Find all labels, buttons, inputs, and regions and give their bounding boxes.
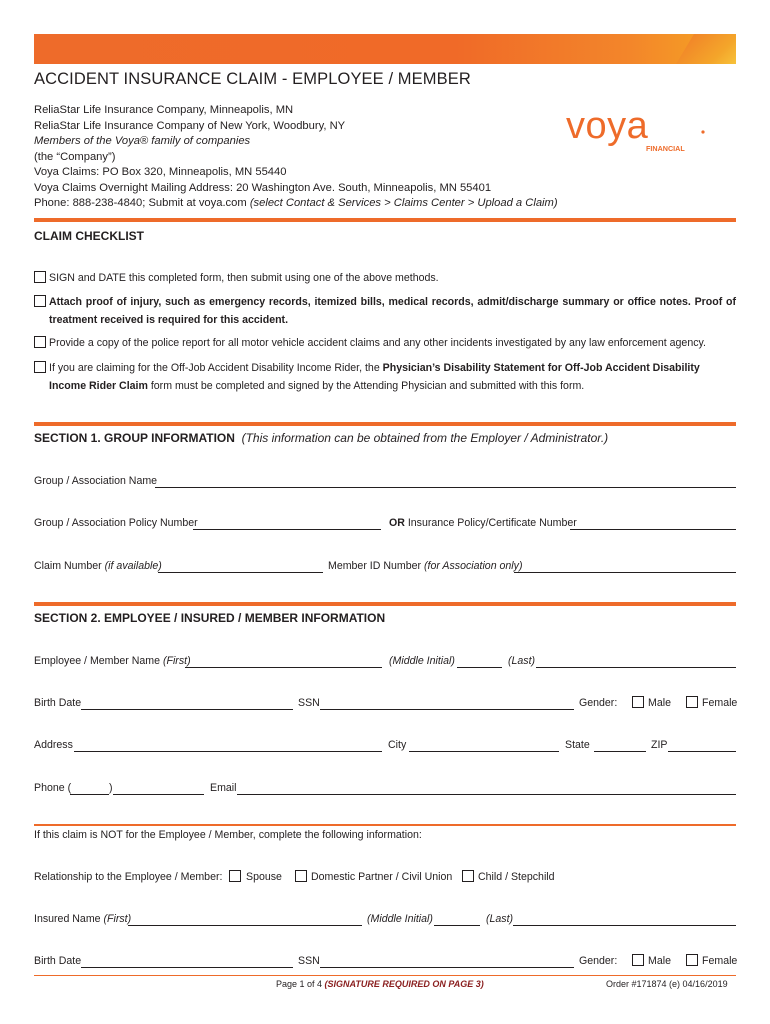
checkbox[interactable] bbox=[34, 336, 46, 348]
policy-number-field[interactable] bbox=[193, 529, 381, 530]
first-name-field[interactable] bbox=[185, 667, 382, 668]
female-checkbox[interactable] bbox=[686, 696, 698, 708]
checklist-item-4-text-a: If you are claiming for the Off-Job Accident Disability Income Rider, the bbox=[49, 362, 383, 374]
insured-ssn-field[interactable] bbox=[320, 967, 574, 968]
area-code-field[interactable] bbox=[70, 794, 109, 795]
form-title: ACCIDENT INSURANCE CLAIM - EMPLOYEE / MEMBER bbox=[34, 70, 471, 88]
member-id-label bbox=[328, 560, 523, 572]
divider bbox=[34, 422, 736, 426]
order-number: Order #171874 (e) 04/16/2019 bbox=[606, 979, 728, 989]
city-label: City bbox=[388, 739, 407, 751]
checkbox[interactable] bbox=[34, 361, 46, 373]
divider bbox=[34, 975, 736, 976]
voya-logo bbox=[566, 106, 706, 156]
group-name-field[interactable] bbox=[155, 487, 736, 488]
insured-birth-date-field[interactable] bbox=[81, 967, 293, 968]
claims-address: Voya Claims: PO Box 320, Minneapolis, MN 55440 bbox=[34, 166, 287, 178]
checklist-item-2-text: Attach proof of injury, such as emergency records, itemized bills, medical records, admit/discharge summary or office notes. Proof of treatment received is required for this accident. bbox=[49, 296, 736, 326]
ssn-field[interactable] bbox=[320, 709, 574, 710]
checklist-item-4 bbox=[34, 359, 736, 395]
spouse-label: Spouse bbox=[246, 871, 282, 883]
checklist-item-1 bbox=[34, 269, 736, 287]
insured-female-label: Female bbox=[702, 955, 738, 967]
family-line-text: Members of the Voya® family of companies bbox=[34, 135, 251, 147]
insured-gender-label: Gender: bbox=[579, 955, 618, 967]
checklist-item-4-text-b: Physician’s Disability Statement for Off-Job Accident Disability Income Rider Claim bbox=[49, 362, 700, 392]
or-label bbox=[389, 517, 577, 529]
insured-ssn-label: SSN bbox=[298, 955, 320, 967]
birth-date-field[interactable] bbox=[81, 709, 293, 710]
state-label: State bbox=[565, 739, 590, 751]
policy-number-label: Group / Association Policy Number bbox=[34, 517, 198, 529]
checkbox[interactable] bbox=[34, 295, 46, 307]
male-checkbox[interactable] bbox=[632, 696, 644, 708]
birth-date-label: Birth Date bbox=[34, 697, 82, 709]
insured-female-checkbox[interactable] bbox=[686, 954, 698, 966]
phone-line-text: Phone: 888-238-4840; Submit at voya.com bbox=[34, 197, 250, 209]
middle2-note: (Middle Initial) bbox=[367, 913, 433, 925]
checklist-item-3 bbox=[34, 334, 736, 352]
insured-first-name-field[interactable] bbox=[128, 925, 362, 926]
email-label: Email bbox=[210, 782, 237, 794]
insured-male-label: Male bbox=[648, 955, 671, 967]
member-id-note: (for Association only) bbox=[423, 560, 523, 572]
address-label: Address bbox=[34, 739, 73, 751]
group-name-label: Group / Association Name bbox=[34, 475, 158, 487]
address-field[interactable] bbox=[74, 751, 382, 752]
checklist-item-3-text: Provide a copy of the police report for all motor vehicle accident claims and any other incidents investigated by any law enforcement agency. bbox=[49, 337, 706, 349]
checklist-item-2 bbox=[34, 293, 736, 329]
section-2-heading: SECTION 2. EMPLOYEE / INSURED / MEMBER INFORMATION bbox=[34, 611, 386, 625]
checklist-item-1-text: SIGN and DATE this completed form, then submit using one of the above methods. bbox=[49, 272, 439, 284]
phone-close-paren: ) bbox=[109, 782, 113, 794]
insured-name-text: Insured Name bbox=[34, 913, 101, 925]
ssn-label: SSN bbox=[298, 697, 320, 709]
checkbox[interactable] bbox=[34, 271, 46, 283]
spouse-checkbox[interactable] bbox=[229, 870, 241, 882]
last-name-label bbox=[508, 655, 535, 667]
last2-note: (Last) bbox=[486, 913, 514, 925]
middle-initial-field[interactable] bbox=[457, 667, 502, 668]
zip-label: ZIP bbox=[651, 739, 668, 751]
logo-word: voya bbox=[566, 106, 649, 147]
email-field[interactable] bbox=[237, 794, 736, 795]
not-employee-note: If this claim is NOT for the Employee / Member, complete the following information: bbox=[34, 829, 422, 841]
divider bbox=[34, 824, 736, 826]
insured-name-label bbox=[34, 913, 131, 925]
insured-last-label bbox=[486, 913, 513, 925]
company-line-2: ReliaStar Life Insurance Company of New York, Woodbury, NY bbox=[34, 119, 346, 132]
or-text: OR bbox=[389, 517, 405, 529]
submit-instructions: (select Contact & Services > Claims Center > Upload a Claim) bbox=[249, 197, 558, 209]
insured-birth-date-label: Birth Date bbox=[34, 955, 82, 967]
child-checkbox[interactable] bbox=[462, 870, 474, 882]
domestic-partner-label: Domestic Partner / Civil Union bbox=[311, 871, 453, 883]
claim-number-note: (if available) bbox=[104, 560, 162, 572]
checklist-heading: CLAIM CHECKLIST bbox=[34, 229, 144, 243]
phone-line bbox=[34, 196, 558, 212]
middle-note: (Middle Initial) bbox=[389, 655, 455, 667]
last-note: (Last) bbox=[508, 655, 536, 667]
family-line bbox=[34, 134, 250, 150]
certificate-number-field[interactable] bbox=[570, 529, 736, 530]
header-banner bbox=[34, 34, 736, 64]
state-field[interactable] bbox=[594, 751, 646, 752]
zip-field[interactable] bbox=[668, 751, 736, 752]
divider bbox=[34, 602, 736, 606]
female-label: Female bbox=[702, 697, 738, 709]
page-footer bbox=[276, 979, 484, 989]
claim-number-label bbox=[34, 560, 162, 572]
employee-name-text: Employee / Member Name bbox=[34, 655, 160, 667]
claim-number-text: Claim Number bbox=[34, 560, 102, 572]
checklist-item-4-text-c: form must be completed and signed by the Attending Physician and submitted with this form. bbox=[147, 380, 585, 392]
member-id-text: Member ID Number bbox=[328, 560, 422, 572]
divider bbox=[34, 218, 736, 222]
employee-name-label bbox=[34, 655, 191, 667]
insured-middle-label bbox=[367, 913, 433, 925]
page-number: Page 1 of 4 bbox=[276, 979, 325, 989]
logo-sub: FINANCIAL bbox=[646, 144, 685, 153]
insured-middle-field[interactable] bbox=[434, 925, 480, 926]
city-field[interactable] bbox=[409, 751, 559, 752]
first2-note: (First) bbox=[103, 913, 132, 925]
relationship-label: Relationship to the Employee / Member: bbox=[34, 871, 223, 883]
first-note: (First) bbox=[162, 655, 191, 667]
child-label: Child / Stepchild bbox=[478, 871, 555, 883]
certificate-number-label: Insurance Policy/Certificate Number bbox=[407, 517, 577, 529]
company-alias: (the “Company”) bbox=[34, 150, 116, 163]
company-line-1: ReliaStar Life Insurance Company, Minneapolis, MN bbox=[34, 104, 294, 116]
section-1-note: (This information can be obtained from the Employer / Administrator.) bbox=[241, 431, 609, 445]
section-1-title: SECTION 1. GROUP INFORMATION bbox=[34, 431, 235, 445]
signature-note: (SIGNATURE REQUIRED ON PAGE 3) bbox=[324, 979, 484, 989]
member-id-field[interactable] bbox=[514, 572, 736, 573]
middle-initial-label bbox=[389, 655, 455, 667]
domestic-partner-checkbox[interactable] bbox=[295, 870, 307, 882]
claim-number-field[interactable] bbox=[158, 572, 323, 573]
phone-number-field[interactable] bbox=[113, 794, 204, 795]
section-1-heading bbox=[34, 431, 608, 445]
male-label: Male bbox=[648, 697, 671, 709]
insured-male-checkbox[interactable] bbox=[632, 954, 644, 966]
insured-last-name-field[interactable] bbox=[513, 925, 736, 926]
phone-label: Phone ( bbox=[34, 782, 72, 794]
gender-label: Gender: bbox=[579, 697, 618, 709]
overnight-address: Voya Claims Overnight Mailing Address: 20 Washington Ave. South, Minneapolis, MN 55401 bbox=[34, 181, 492, 194]
last-name-field[interactable] bbox=[536, 667, 736, 668]
